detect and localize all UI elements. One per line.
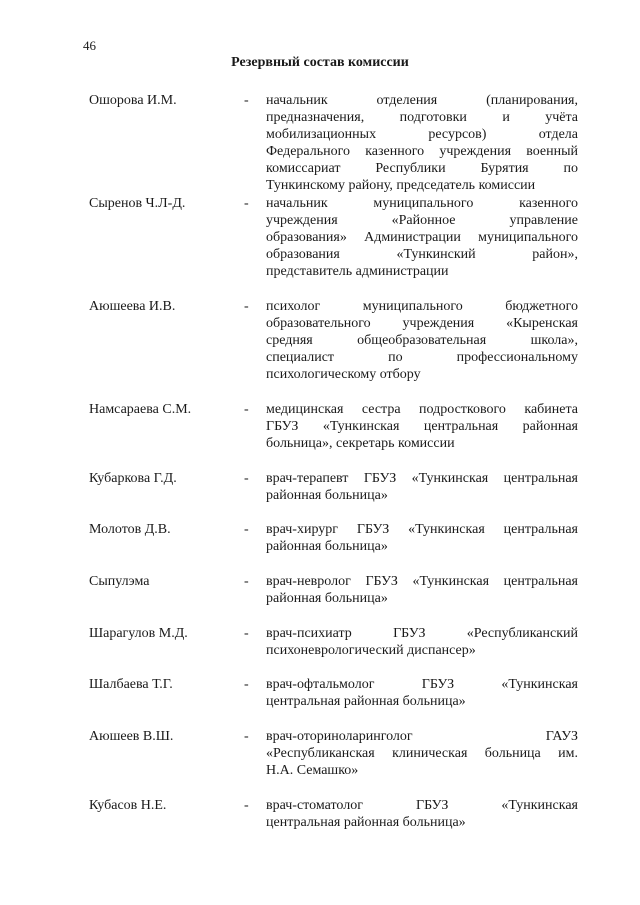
description-line: образовательного учреждения «Кыренская [266, 316, 578, 331]
description-line: Тункинскому району, председатель комиссии [266, 178, 536, 193]
page-number: 46 [83, 38, 96, 53]
member-description [266, 195, 578, 280]
member-description [266, 298, 578, 383]
description-line: районная больница» [266, 488, 388, 503]
member-name: Аюшеева И.В. [89, 299, 176, 314]
description-line: психолог муниципального бюджетного [266, 299, 578, 314]
member-description [266, 401, 578, 452]
description-line: врач-стоматолог ГБУЗ «Тункинская [266, 798, 578, 813]
member-dash: - [244, 471, 249, 486]
member-description [266, 573, 578, 607]
description-line: врач-офтальмолог ГБУЗ «Тункинская [266, 677, 578, 692]
description-line: районная больница» [266, 539, 388, 554]
member-dash: - [244, 574, 249, 589]
member-name: Сыренов Ч.Л-Д. [89, 196, 186, 211]
member-dash: - [244, 677, 249, 692]
member-name: Кубасов Н.Е. [89, 798, 167, 813]
member-dash: - [244, 93, 249, 108]
member-name: Шалбаева Т.Г. [89, 677, 173, 692]
member-description [266, 728, 578, 779]
description-line: психологическому отбору [266, 367, 421, 382]
description-line: центральная районная больница» [266, 815, 466, 830]
member-dash: - [244, 522, 249, 537]
description-line: начальник отделения (планирования, [266, 93, 578, 108]
description-line: комиссариат Республики Бурятия по [266, 161, 578, 176]
description-line: больница», секретарь комиссии [266, 436, 455, 451]
description-line: врач-хирург ГБУЗ «Тункинская центральная [266, 522, 578, 537]
description-line: Федерального казенного учреждения военный [266, 144, 578, 159]
member-name: Аюшеев В.Ш. [89, 729, 174, 744]
member-description [266, 92, 578, 194]
description-line: районная больница» [266, 591, 388, 606]
member-dash: - [244, 729, 249, 744]
description-line: представитель администрации [266, 264, 449, 279]
member-description [266, 797, 578, 831]
member-description [266, 521, 578, 555]
member-description [266, 470, 578, 504]
member-dash: - [244, 798, 249, 813]
member-name: Ошорова И.М. [89, 93, 177, 108]
member-name: Шарагулов М.Д. [89, 626, 188, 641]
description-line: начальник муниципального казенного [266, 196, 578, 211]
description-line: центральная районная больница» [266, 694, 466, 709]
member-name: Молотов Д.В. [89, 522, 171, 537]
member-name: Сыпулэма [89, 574, 150, 589]
description-line: психоневрологический диспансер» [266, 643, 476, 658]
member-dash: - [244, 402, 249, 417]
member-name: Намсараева С.М. [89, 402, 192, 417]
description-line: ГБУЗ «Тункинская центральная районная [266, 419, 578, 434]
description-line: образования» Администрации муниципального [266, 230, 578, 245]
description-line: медицинская сестра подросткового кабинета [266, 402, 578, 417]
description-line: врач-невролог ГБУЗ «Тункинская центральная [266, 574, 578, 589]
member-dash: - [244, 299, 249, 314]
description-line: образования «Тункинский район», [266, 247, 578, 262]
member-description [266, 676, 578, 710]
description-line: предназначения, подготовки и учёта [266, 110, 578, 125]
description-line: врач-психиатр ГБУЗ «Республиканский [266, 626, 578, 641]
description-line: Н.А. Семашко» [266, 763, 359, 778]
description-line: врач-терапевт ГБУЗ «Тункинская центральная [266, 471, 578, 486]
description-line: врач-оториноларинголог ГАУЗ [266, 729, 578, 744]
description-line: мобилизационных ресурсов) отдела [266, 127, 578, 142]
member-dash: - [244, 196, 249, 211]
description-line: учреждения «Районное управление [266, 213, 578, 228]
member-dash: - [244, 626, 249, 641]
description-line: специалист по профессиональному [266, 350, 578, 365]
description-line: средняя общеобразовательная школа», [266, 333, 578, 348]
description-line: «Республиканская клиническая больница им. [266, 746, 578, 761]
page-title: Резервный состав комиссии [231, 55, 409, 70]
member-description [266, 625, 578, 659]
member-name: Кубаркова Г.Д. [89, 471, 177, 486]
